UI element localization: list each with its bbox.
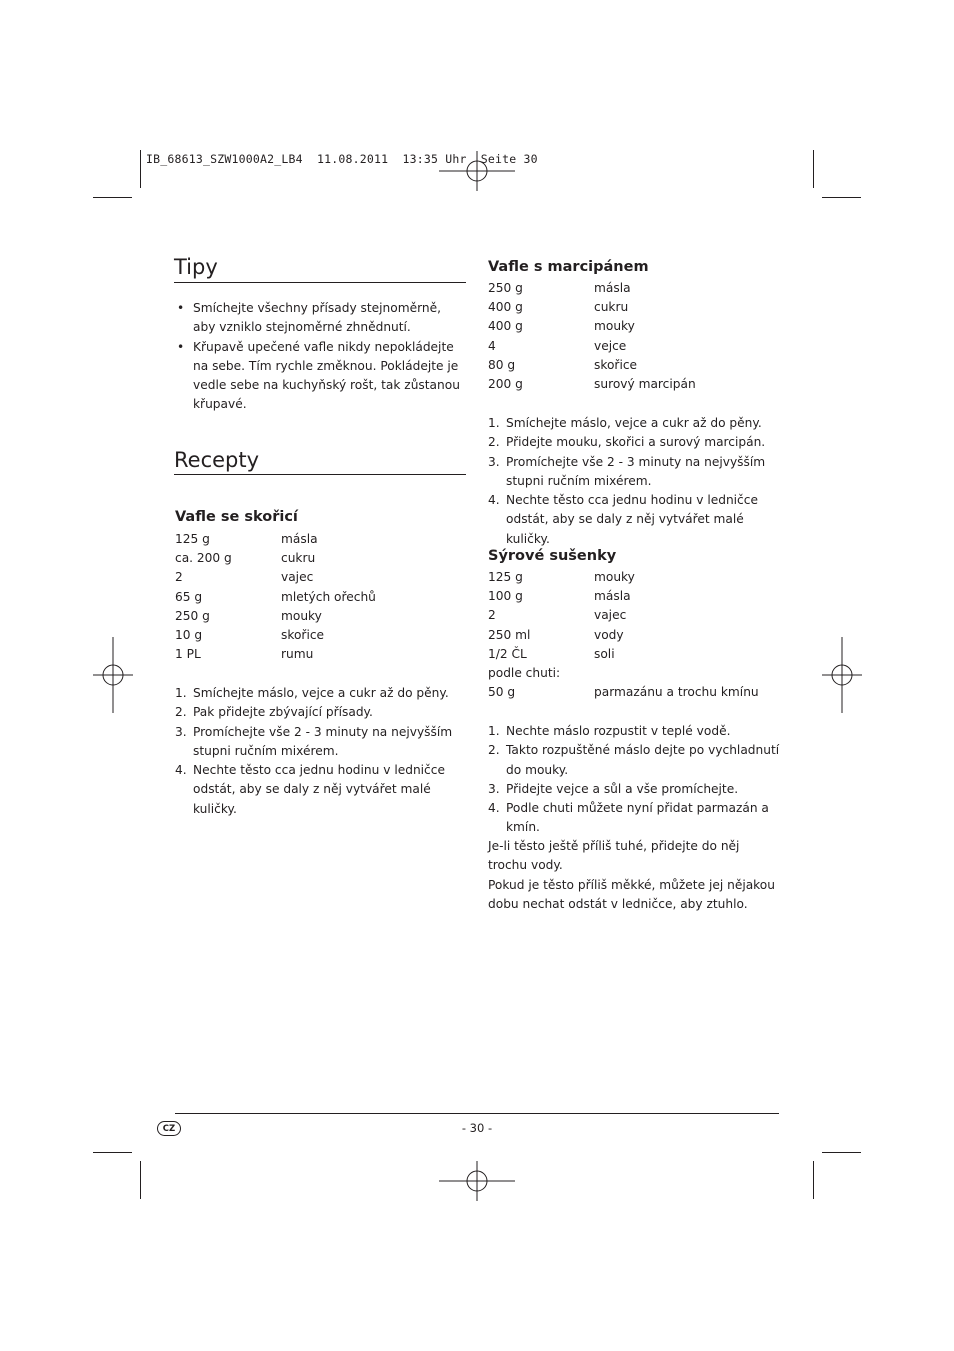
ingredient-qty: 250 g: [175, 608, 210, 623]
steps-list: [488, 414, 780, 549]
crop-mark: [822, 1152, 861, 1153]
list-item: [175, 299, 460, 338]
step-item: [488, 780, 780, 799]
ingredient-item: mouky: [594, 319, 635, 334]
step-item: [175, 723, 467, 762]
crop-mark: [93, 197, 132, 198]
ingredient-qty: 80 g: [488, 357, 516, 372]
step-number: 3.: [488, 781, 500, 796]
ingredient-row: [488, 375, 778, 394]
ingredient-qty: ca. 200 g: [175, 551, 232, 566]
ingredient-item: rumu: [281, 647, 314, 662]
step-text: Smíchejte máslo, vejce a cukr až do pěny.: [193, 686, 449, 700]
ingredient-row: [175, 645, 465, 664]
step-text: Přidejte mouku, skořici a surový marcipán.: [506, 435, 766, 450]
step-item: [175, 703, 467, 722]
ingredient-table: [175, 530, 465, 664]
step-text: Takto rozpuštěné máslo dejte po vychladnutí do mouky.: [506, 743, 780, 777]
ingredient-qty: 50 g: [488, 685, 516, 700]
ingredient-row: [488, 645, 778, 664]
recipe-title: Vafle s marcipánem: [488, 259, 649, 275]
step-text: Podle chuti můžete nyní přidat parmazán a kmín.: [506, 801, 769, 835]
ingredient-item: vejce: [594, 338, 627, 353]
step-text: Promíchejte vše 2 - 3 minuty na nejvyšším stupni ručním mixérem.: [506, 454, 766, 488]
crop-mark: [140, 150, 141, 188]
ingredient-qty: 250 g: [488, 281, 523, 295]
ingredient-row: [488, 587, 778, 606]
step-number: 4.: [175, 763, 187, 778]
page-number: - 30 -: [461, 1121, 493, 1135]
ingredient-item: skořice: [281, 628, 325, 643]
ingredient-row: [488, 606, 778, 625]
step-number: 3.: [488, 454, 500, 469]
ingredient-item: másla: [594, 281, 631, 295]
ingredient-qty: 100 g: [488, 589, 523, 604]
ingredient-row: [488, 317, 778, 336]
ingredient-row: [488, 279, 778, 298]
ingredient-table: [488, 279, 778, 394]
ingredient-row: [175, 568, 465, 587]
title-underline: [174, 474, 466, 475]
step-text: Promíchejte vše 2 - 3 minuty na nejvyšším stupni ručním mixérem.: [193, 724, 453, 758]
recipes-title: Recepty: [174, 448, 260, 472]
registration-mark-icon: [804, 637, 880, 713]
ingredient-qty: 4: [488, 338, 496, 353]
step-text: Nechte těsto cca jednu hodinu v ledničce odstát, aby se daly z něj vytvářet malé kuličky.: [506, 493, 758, 546]
step-text: Přidejte vejce a sůl a vše promíchejte.: [506, 781, 739, 796]
tip-text: Smíchejte všechny přísady stejnoměrně, aby vzniklo stejnoměrné zhnědnutí.: [193, 301, 441, 335]
ingredient-row: [488, 337, 778, 356]
step-item: [175, 684, 467, 703]
registration-mark-icon: [439, 1143, 515, 1219]
ingredient-qty: 65 g: [175, 589, 203, 604]
crop-mark: [813, 150, 814, 188]
registration-mark-icon: [439, 133, 515, 209]
crop-mark: [140, 1161, 141, 1199]
step-text: Nechte máslo rozpustit v teplé vodě.: [506, 724, 731, 738]
recipe-note: Pokud je těsto příliš měkké, můžete jej nějakou dobu nechat odstát v ledničce, aby ztuhlo.: [488, 878, 775, 912]
step-number: 2.: [488, 743, 500, 758]
step-number: 2.: [175, 705, 187, 720]
step-number: 1.: [488, 724, 500, 738]
ingredient-qty: 400 g: [488, 300, 523, 315]
step-text: Pak přidejte zbývající přísady.: [193, 705, 373, 720]
ingredient-item: mouky: [594, 570, 635, 584]
steps-list: [488, 722, 780, 838]
step-item: [488, 491, 780, 549]
ingredient-row: [488, 683, 778, 702]
step-item: [488, 414, 780, 433]
ingredient-item: cukru: [594, 300, 629, 315]
step-item: [488, 433, 780, 452]
ingredient-qty: 250 ml: [488, 627, 531, 642]
step-number: 4.: [488, 801, 500, 816]
ingredient-item: vajec: [281, 570, 314, 585]
step-item: [488, 799, 780, 838]
ingredient-row: [488, 298, 778, 317]
ingredient-qty: 1/2 ČL: [488, 646, 527, 661]
crop-mark: [93, 1152, 132, 1153]
tip-text: Křupavě upečené vafle nikdy nepokládejte na sebe. Tím rychle změknou. Pokládejte je vedle sebe na kuchyňský rošt, tak zůstanou křupavé.: [193, 339, 460, 412]
step-text: Nechte těsto cca jednu hodinu v ledničce odstát, aby se daly z něj vytvářet malé kuličky.: [193, 763, 445, 816]
step-item: [175, 761, 467, 819]
crop-mark: [813, 1161, 814, 1199]
bullet-icon: •: [177, 339, 185, 354]
recipe-title: Sýrové sušenky: [488, 548, 617, 564]
ingredient-qty: 2: [175, 570, 183, 585]
title-underline: [174, 282, 466, 283]
ingredient-qty: 10 g: [175, 628, 203, 643]
registration-mark-icon: [75, 637, 151, 713]
crop-mark: [822, 197, 861, 198]
print-slug: IB_68613_SZW1000A2_LB4 11.08.2011 13:35 Uhr Seite 30: [146, 152, 538, 166]
ingredient-item: surový marcipán: [594, 377, 696, 392]
recipe-note: Je-li těsto ještě příliš tuhé, přidejte do něj trochu vody.: [488, 839, 740, 873]
ingredient-row: [175, 549, 465, 568]
list-item: [175, 338, 460, 415]
recipe-title: Vafle se skořicí: [175, 509, 298, 525]
step-text: Smíchejte máslo, vejce a cukr až do pěny.: [506, 416, 762, 430]
ingredient-row: [175, 588, 465, 607]
ingredient-item: cukru: [281, 551, 316, 566]
ingredient-item: parmazánu a trochu kmínu: [594, 685, 759, 700]
ingredient-row: [488, 568, 778, 587]
ingredient-row: [488, 356, 778, 375]
ingredient-item: skořice: [594, 357, 638, 372]
step-number: 3.: [175, 724, 187, 739]
ingredient-row: [175, 626, 465, 645]
ingredient-item: másla: [594, 589, 631, 604]
ingredient-qty: 400 g: [488, 319, 523, 334]
step-number: 1.: [488, 416, 500, 430]
ingredient-qty: 1 PL: [175, 647, 201, 662]
step-item: [488, 741, 780, 780]
ingredient-qty: 125 g: [488, 570, 523, 584]
ingredient-item: mletých ořechů: [281, 589, 376, 604]
ingredient-item: mouky: [281, 608, 322, 623]
footer-rule: [175, 1113, 779, 1114]
tips-list: [175, 299, 460, 415]
ingredient-item: vody: [594, 627, 624, 642]
ingredient-row: [488, 626, 778, 645]
ingredient-item: másla: [281, 532, 318, 546]
ingredient-item: soli: [594, 646, 615, 661]
tips-title: Tipy: [174, 255, 218, 279]
bullet-icon: •: [177, 301, 185, 315]
step-number: 4.: [488, 493, 500, 508]
ingredient-row: [488, 664, 778, 683]
step-number: 2.: [488, 435, 500, 450]
ingredient-qty: 2: [488, 608, 496, 623]
ingredient-row: [175, 530, 465, 549]
ingredient-row: [175, 607, 465, 626]
ingredient-item: vajec: [594, 608, 627, 623]
ingredient-qty: podle chuti:: [488, 666, 561, 681]
step-item: [488, 722, 780, 741]
step-number: 1.: [175, 686, 187, 700]
ingredient-table: [488, 568, 778, 702]
steps-list: [175, 684, 467, 819]
ingredient-qty: 125 g: [175, 532, 210, 546]
language-badge: CZ: [157, 1121, 181, 1136]
ingredient-qty: 200 g: [488, 377, 523, 392]
step-item: [488, 453, 780, 492]
